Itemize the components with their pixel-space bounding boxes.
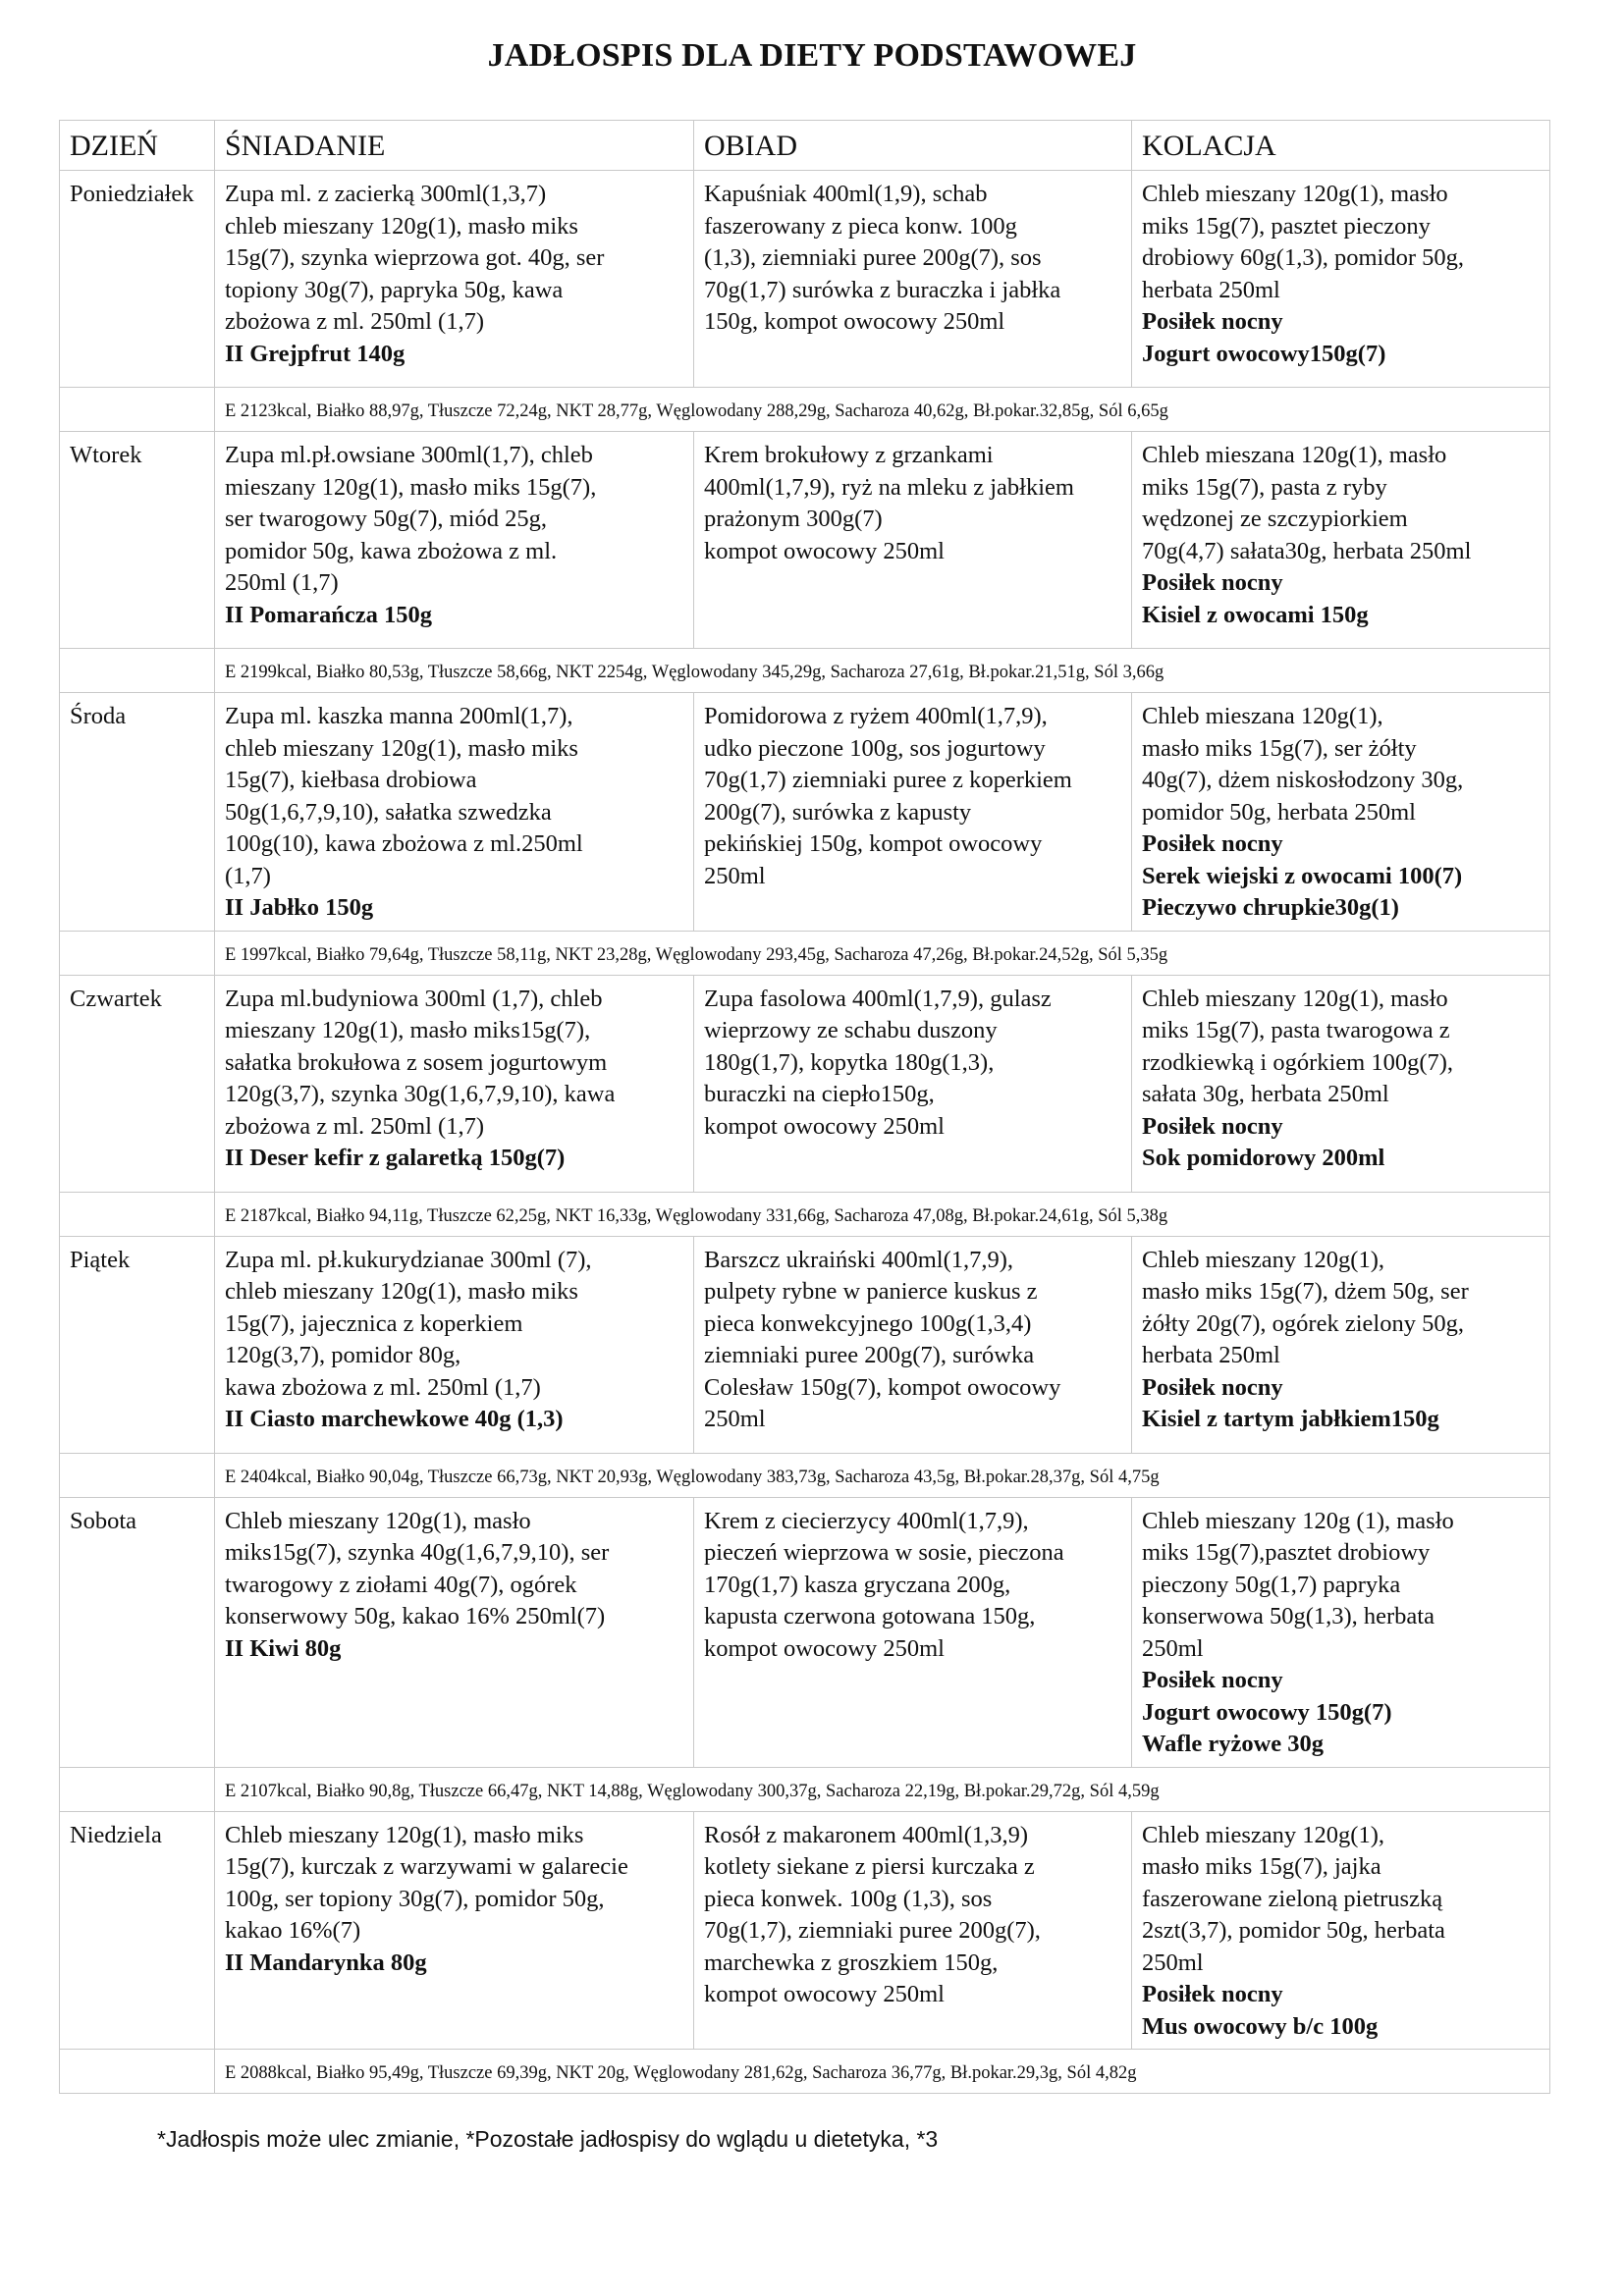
lunch-cell bbox=[694, 693, 1132, 932]
lunch-line: kompot owocowy 250ml bbox=[704, 537, 945, 564]
footnote: *Jadłospis może ulec zmianie, *Pozostałe jadłospisy do wglądu u dietetyka, *3 bbox=[157, 2126, 939, 2152]
nutrition-summary: E 2107kcal, Białko 90,8g, Tłuszcze 66,47g, NKT 14,88g, Węglowodany 300,37g, Sacharoza 22,19g, Bł.pokar.29,72g, Sól 4,59g bbox=[215, 1767, 1550, 1811]
breakfast-line: Zupa ml. kaszka manna 200ml(1,7), bbox=[225, 703, 573, 729]
lunch-line: ziemniaki puree 200g(7), surówka bbox=[704, 1342, 1035, 1368]
night-meal-line: Kisiel z owocami 150g bbox=[1142, 601, 1369, 628]
lunch-line: 200g(7), surówka z kapusty bbox=[704, 798, 972, 826]
nutrition-spacer bbox=[60, 1453, 215, 1497]
day-row bbox=[60, 1497, 1550, 1767]
nutrition-row bbox=[60, 1453, 1550, 1497]
lunch-line: kotlety siekane z piersi kurczaka z bbox=[704, 1853, 1035, 1880]
lunch-line: wieprzowy ze schabu duszony bbox=[704, 1017, 998, 1043]
menu-table bbox=[59, 120, 1550, 2094]
day-row bbox=[60, 171, 1550, 388]
breakfast-line: pomidor 50g, kawa zbożowa z ml. bbox=[225, 537, 558, 564]
breakfast-cell bbox=[215, 1236, 694, 1453]
dinner-line: 70g(4,7) sałata30g, herbata 250ml bbox=[1142, 537, 1472, 564]
dinner-line: Chleb mieszany 120g (1), masło bbox=[1142, 1507, 1454, 1534]
breakfast-line: Zupa ml.pł.owsiane 300ml(1,7), chleb bbox=[225, 442, 593, 468]
lunch-line: 180g(1,7), kopytka 180g(1,3), bbox=[704, 1048, 995, 1076]
lunch-line: 150g, kompot owocowy 250ml bbox=[704, 308, 1005, 335]
breakfast-line: chleb mieszany 120g(1), masło miks bbox=[225, 212, 578, 240]
nutrition-summary: E 2123kcal, Białko 88,97g, Tłuszcze 72,24g, NKT 28,77g, Węglowodany 288,29g, Sacharoza 40,62g, Bł.pokar.32,85g, Sól 6,65g bbox=[215, 388, 1550, 432]
dinner-line: 40g(7), dżem niskosłodzony 30g, bbox=[1142, 767, 1464, 793]
breakfast-snack: II Ciasto marchewkowe 40g (1,3) bbox=[225, 1406, 564, 1432]
night-meal-line: Posiłek nocny bbox=[1142, 569, 1283, 596]
night-meal-line: Mus owocowy b/c 100g bbox=[1142, 2012, 1379, 2040]
breakfast-cell bbox=[215, 975, 694, 1192]
nutrition-row bbox=[60, 388, 1550, 432]
dinner-line: Chleb mieszany 120g(1), masło bbox=[1142, 985, 1448, 1012]
nutrition-summary: E 2199kcal, Białko 80,53g, Tłuszcze 58,66g, NKT 2254g, Węglowodany 345,29g, Sacharoza 27,61g, Bł.pokar.21,51g, Sól 3,66g bbox=[215, 649, 1550, 693]
breakfast-snack: II Jabłko 150g bbox=[225, 894, 374, 921]
breakfast-line: twarogowy z ziołami 40g(7), ogórek bbox=[225, 1571, 577, 1598]
breakfast-cell bbox=[215, 693, 694, 932]
breakfast-line: Zupa ml. z zacierką 300ml(1,3,7) bbox=[225, 181, 547, 207]
dinner-line: Chleb mieszana 120g(1), masło bbox=[1142, 442, 1447, 468]
lunch-line: 70g(1,7), ziemniaki puree 200g(7), bbox=[704, 1917, 1041, 1944]
night-meal-line: Posiłek nocny bbox=[1142, 1667, 1283, 1693]
dinner-line: masło miks 15g(7), jajka bbox=[1142, 1853, 1381, 1880]
nutrition-row bbox=[60, 931, 1550, 975]
lunch-line: 70g(1,7) surówka z buraczka i jabłka bbox=[704, 276, 1061, 303]
night-meal-line: Sok pomidorowy 200ml bbox=[1142, 1145, 1385, 1171]
breakfast-line: chleb mieszany 120g(1), masło miks bbox=[225, 1278, 578, 1305]
lunch-line: 170g(1,7) kasza gryczana 200g, bbox=[704, 1571, 1011, 1598]
day-row bbox=[60, 693, 1550, 932]
breakfast-line: sałatka brokułowa z sosem jogurtowym bbox=[225, 1048, 608, 1076]
dinner-cell bbox=[1132, 693, 1550, 932]
dinner-line: Chleb mieszana 120g(1), bbox=[1142, 703, 1383, 729]
day-row bbox=[60, 1236, 1550, 1453]
lunch-line: 70g(1,7) ziemniaki puree z koperkiem bbox=[704, 767, 1072, 793]
breakfast-line: ser twarogowy 50g(7), miód 25g, bbox=[225, 506, 547, 532]
breakfast-line: konserwowy 50g, kakao 16% 250ml(7) bbox=[225, 1603, 606, 1629]
breakfast-line: 100g, ser topiony 30g(7), pomidor 50g, bbox=[225, 1885, 605, 1912]
dinner-line: 250ml bbox=[1142, 1634, 1204, 1662]
dinner-line: sałata 30g, herbata 250ml bbox=[1142, 1081, 1389, 1107]
lunch-line: udko pieczone 100g, sos jogurtowy bbox=[704, 734, 1046, 762]
lunch-line: Krem z ciecierzycy 400ml(1,7,9), bbox=[704, 1507, 1029, 1534]
nutrition-row bbox=[60, 1767, 1550, 1811]
night-meal-line: Jogurt owocowy150g(7) bbox=[1142, 340, 1386, 367]
dinner-line: miks 15g(7),pasztet drobiowy bbox=[1142, 1539, 1431, 1566]
nutrition-summary: E 2187kcal, Białko 94,11g, Tłuszcze 62,25g, NKT 16,33g, Węglowodany 331,66g, Sacharoza 47,08g, Bł.pokar.24,61g, Sól 5,38g bbox=[215, 1192, 1550, 1236]
dinner-line: miks 15g(7), pasta twarogowa z bbox=[1142, 1017, 1450, 1043]
dinner-line: konserwowa 50g(1,3), herbata bbox=[1142, 1603, 1435, 1629]
breakfast-snack: II Kiwi 80g bbox=[225, 1634, 342, 1662]
nutrition-spacer bbox=[60, 931, 215, 975]
lunch-cell bbox=[694, 432, 1132, 649]
nutrition-row bbox=[60, 649, 1550, 693]
header-day: DZIEŃ bbox=[60, 121, 215, 171]
header-lunch: OBIAD bbox=[694, 121, 1132, 171]
day-name: Wtorek bbox=[60, 432, 215, 649]
breakfast-line: 120g(3,7), pomidor 80g, bbox=[225, 1342, 461, 1368]
breakfast-line: 50g(1,6,7,9,10), sałatka szwedzka bbox=[225, 798, 552, 826]
night-meal-line: Pieczywo chrupkie30g(1) bbox=[1142, 894, 1399, 921]
lunch-cell bbox=[694, 171, 1132, 388]
lunch-line: Krem brokułowy z grzankami bbox=[704, 442, 994, 468]
breakfast-line: kakao 16%(7) bbox=[225, 1917, 361, 1944]
page-title: JADŁOSPIS DLA DIETY PODSTAWOWEJ bbox=[487, 37, 1137, 74]
nutrition-spacer bbox=[60, 388, 215, 432]
dinner-line: Chleb mieszany 120g(1), bbox=[1142, 1246, 1384, 1273]
lunch-line: 250ml bbox=[704, 1406, 766, 1432]
lunch-line: Zupa fasolowa 400ml(1,7,9), gulasz bbox=[704, 985, 1052, 1012]
lunch-line: pieca konwekcyjnego 100g(1,3,4) bbox=[704, 1309, 1032, 1337]
night-meal-line: Wafle ryżowe 30g bbox=[1142, 1731, 1325, 1757]
lunch-line: prażonym 300g(7) bbox=[704, 506, 883, 532]
breakfast-line: Chleb mieszany 120g(1), masło bbox=[225, 1507, 531, 1534]
night-meal-line: Serek wiejski z owocami 100(7) bbox=[1142, 862, 1463, 889]
breakfast-line: Chleb mieszany 120g(1), masło miks bbox=[225, 1821, 584, 1848]
header-dinner: KOLACJA bbox=[1132, 121, 1550, 171]
breakfast-snack: II Pomarańcza 150g bbox=[225, 601, 432, 628]
dinner-line: faszerowane zieloną pietruszką bbox=[1142, 1885, 1443, 1912]
menu-body bbox=[60, 171, 1550, 2094]
breakfast-line: 15g(7), kurczak z warzywami w galarecie bbox=[225, 1853, 628, 1880]
header-row bbox=[60, 121, 1550, 171]
lunch-line: faszerowany z pieca konw. 100g bbox=[704, 212, 1017, 240]
dinner-line: Chleb mieszany 120g(1), masło bbox=[1142, 181, 1448, 207]
breakfast-cell bbox=[215, 1811, 694, 2050]
dinner-line: żółty 20g(7), ogórek zielony 50g, bbox=[1142, 1309, 1464, 1337]
day-name: Czwartek bbox=[60, 975, 215, 1192]
breakfast-cell bbox=[215, 1497, 694, 1767]
breakfast-line: mieszany 120g(1), masło miks 15g(7), bbox=[225, 473, 597, 501]
lunch-line: Kapuśniak 400ml(1,9), schab bbox=[704, 181, 988, 207]
night-meal-line: Posiłek nocny bbox=[1142, 1112, 1283, 1140]
dinner-line: drobiowy 60g(1,3), pomidor 50g, bbox=[1142, 244, 1464, 271]
day-row bbox=[60, 432, 1550, 649]
nutrition-spacer bbox=[60, 1192, 215, 1236]
dinner-line: pomidor 50g, herbata 250ml bbox=[1142, 798, 1416, 826]
dinner-cell bbox=[1132, 1236, 1550, 1453]
dinner-cell bbox=[1132, 171, 1550, 388]
day-row bbox=[60, 1811, 1550, 2050]
day-row bbox=[60, 975, 1550, 1192]
breakfast-line: mieszany 120g(1), masło miks15g(7), bbox=[225, 1017, 591, 1043]
header-breakfast: ŚNIADANIE bbox=[215, 121, 694, 171]
lunch-line: kompot owocowy 250ml bbox=[704, 1112, 945, 1140]
lunch-line: 250ml bbox=[704, 862, 766, 889]
lunch-line: 400ml(1,7,9), ryż na mleku z jabłkiem bbox=[704, 473, 1074, 501]
breakfast-line: kawa zbożowa z ml. 250ml (1,7) bbox=[225, 1373, 541, 1401]
breakfast-line: miks15g(7), szynka 40g(1,6,7,9,10), ser bbox=[225, 1539, 610, 1566]
lunch-cell bbox=[694, 1236, 1132, 1453]
breakfast-snack: II Grejpfrut 140g bbox=[225, 340, 406, 367]
dinner-line: herbata 250ml bbox=[1142, 276, 1280, 303]
breakfast-line: Zupa ml.budyniowa 300ml (1,7), chleb bbox=[225, 985, 603, 1012]
dinner-cell bbox=[1132, 432, 1550, 649]
dinner-line: Chleb mieszany 120g(1), bbox=[1142, 1821, 1384, 1848]
nutrition-row bbox=[60, 1192, 1550, 1236]
breakfast-line: 100g(10), kawa zbożowa z ml.250ml bbox=[225, 830, 583, 857]
lunch-line: kapusta czerwona gotowana 150g, bbox=[704, 1603, 1036, 1629]
nutrition-summary: E 2088kcal, Białko 95,49g, Tłuszcze 69,39g, NKT 20g, Węglowodany 281,62g, Sacharoza 36,77g, Bł.pokar.29,3g, Sól 4,82g bbox=[215, 2050, 1550, 2094]
breakfast-line: chleb mieszany 120g(1), masło miks bbox=[225, 734, 578, 762]
dinner-cell bbox=[1132, 1811, 1550, 2050]
dinner-cell bbox=[1132, 975, 1550, 1192]
lunch-line: kompot owocowy 250ml bbox=[704, 1981, 945, 2007]
breakfast-line: (1,7) bbox=[225, 862, 271, 889]
lunch-line: pulpety rybne w panierce kuskus z bbox=[704, 1278, 1038, 1305]
dinner-line: 250ml bbox=[1142, 1949, 1204, 1976]
nutrition-row bbox=[60, 2050, 1550, 2094]
night-meal-line: Posiłek nocny bbox=[1142, 1981, 1283, 2007]
day-name: Środa bbox=[60, 693, 215, 932]
day-name: Poniedziałek bbox=[60, 171, 215, 388]
lunch-cell bbox=[694, 975, 1132, 1192]
dinner-line: herbata 250ml bbox=[1142, 1342, 1280, 1368]
dinner-line: 2szt(3,7), pomidor 50g, herbata bbox=[1142, 1917, 1445, 1944]
nutrition-spacer bbox=[60, 1767, 215, 1811]
breakfast-cell bbox=[215, 432, 694, 649]
night-meal-line: Posiłek nocny bbox=[1142, 308, 1283, 335]
breakfast-line: 15g(7), jajecznica z koperkiem bbox=[225, 1309, 523, 1337]
nutrition-summary: E 1997kcal, Białko 79,64g, Tłuszcze 58,11g, NKT 23,28g, Węglowodany 293,45g, Sacharoza 47,26g, Bł.pokar.24,52g, Sól 5,35g bbox=[215, 931, 1550, 975]
lunch-line: marchewka z groszkiem 150g, bbox=[704, 1949, 999, 1976]
lunch-line: Rosół z makaronem 400ml(1,3,9) bbox=[704, 1821, 1029, 1848]
night-meal-line: Posiłek nocny bbox=[1142, 830, 1283, 857]
lunch-line: pieczeń wieprzowa w sosie, pieczona bbox=[704, 1539, 1064, 1566]
breakfast-line: 120g(3,7), szynka 30g(1,6,7,9,10), kawa bbox=[225, 1081, 616, 1107]
dinner-line: rzodkiewką i ogórkiem 100g(7), bbox=[1142, 1048, 1454, 1076]
dinner-line: wędzonej ze szczypiorkiem bbox=[1142, 506, 1408, 532]
dinner-line: masło miks 15g(7), dżem 50g, ser bbox=[1142, 1278, 1469, 1305]
breakfast-line: 250ml (1,7) bbox=[225, 569, 339, 596]
nutrition-spacer bbox=[60, 649, 215, 693]
dinner-cell bbox=[1132, 1497, 1550, 1767]
night-meal-line: Kisiel z tartym jabłkiem150g bbox=[1142, 1406, 1439, 1432]
lunch-line: Barszcz ukraiński 400ml(1,7,9), bbox=[704, 1246, 1014, 1273]
lunch-line: Colesław 150g(7), kompot owocowy bbox=[704, 1373, 1061, 1401]
dinner-line: miks 15g(7), pasztet pieczony bbox=[1142, 212, 1431, 240]
day-name: Piątek bbox=[60, 1236, 215, 1453]
lunch-line: Pomidorowa z ryżem 400ml(1,7,9), bbox=[704, 703, 1048, 729]
breakfast-snack: II Mandarynka 80g bbox=[225, 1949, 427, 1976]
breakfast-line: topiony 30g(7), papryka 50g, kawa bbox=[225, 276, 564, 303]
lunch-line: (1,3), ziemniaki puree 200g(7), sos bbox=[704, 244, 1042, 271]
breakfast-line: zbożowa z ml. 250ml (1,7) bbox=[225, 1112, 484, 1140]
nutrition-summary: E 2404kcal, Białko 90,04g, Tłuszcze 66,73g, NKT 20,93g, Węglowodany 383,73g, Sacharoza 43,5g, Bł.pokar.28,37g, Sól 4,75g bbox=[215, 1453, 1550, 1497]
lunch-line: kompot owocowy 250ml bbox=[704, 1634, 945, 1662]
breakfast-line: zbożowa z ml. 250ml (1,7) bbox=[225, 308, 484, 335]
breakfast-snack: II Deser kefir z galaretką 150g(7) bbox=[225, 1145, 566, 1171]
breakfast-line: 15g(7), szynka wieprzowa got. 40g, ser bbox=[225, 244, 605, 271]
day-name: Niedziela bbox=[60, 1811, 215, 2050]
night-meal-line: Jogurt owocowy 150g(7) bbox=[1142, 1698, 1392, 1726]
dinner-line: miks 15g(7), pasta z ryby bbox=[1142, 473, 1387, 501]
night-meal-line: Posiłek nocny bbox=[1142, 1373, 1283, 1401]
breakfast-cell bbox=[215, 171, 694, 388]
day-name: Sobota bbox=[60, 1497, 215, 1767]
lunch-cell bbox=[694, 1811, 1132, 2050]
nutrition-spacer bbox=[60, 2050, 215, 2094]
lunch-line: pieca konwek. 100g (1,3), sos bbox=[704, 1885, 993, 1912]
dinner-line: masło miks 15g(7), ser żółty bbox=[1142, 734, 1417, 762]
lunch-line: buraczki na ciepło150g, bbox=[704, 1081, 935, 1107]
breakfast-line: Zupa ml. pł.kukurydzianae 300ml (7), bbox=[225, 1246, 592, 1273]
breakfast-line: 15g(7), kiełbasa drobiowa bbox=[225, 767, 477, 793]
lunch-cell bbox=[694, 1497, 1132, 1767]
dinner-line: pieczony 50g(1,7) papryka bbox=[1142, 1571, 1401, 1598]
lunch-line: pekińskiej 150g, kompot owocowy bbox=[704, 830, 1043, 857]
